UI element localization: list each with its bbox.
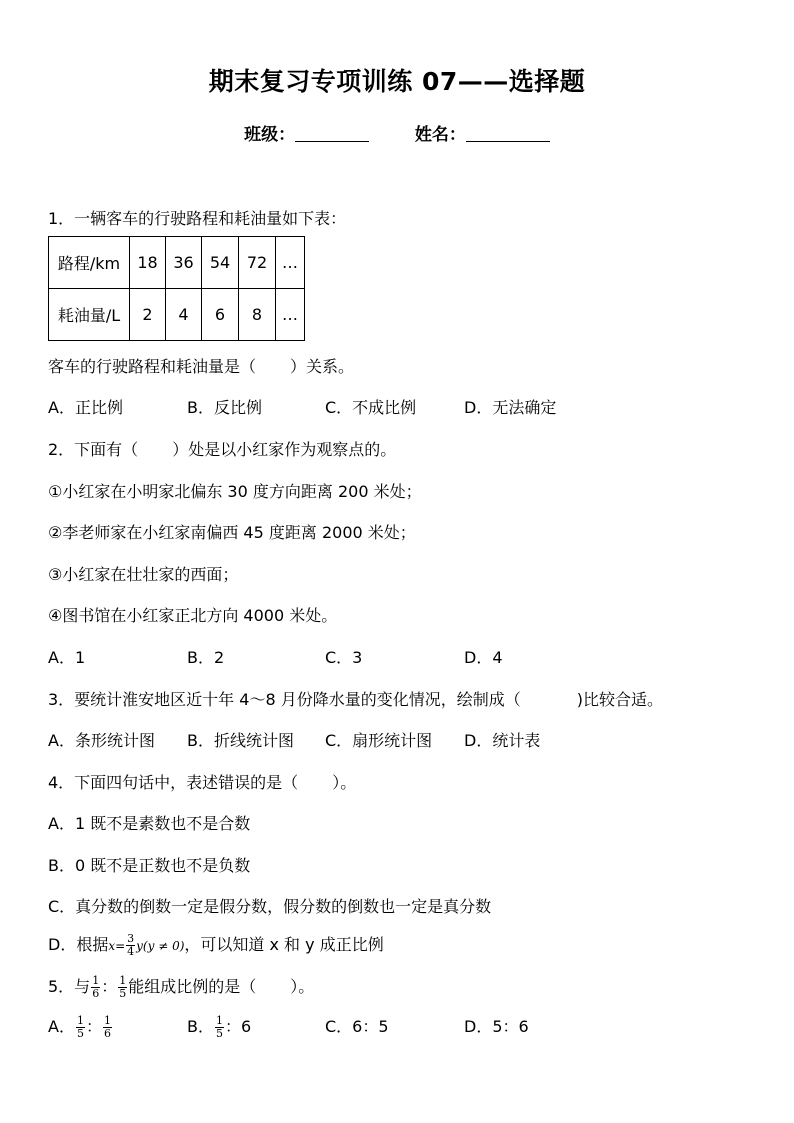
q5-option-b-text: ：6 [224, 1017, 252, 1036]
name-blank [466, 123, 550, 142]
table-cell: 72 [239, 237, 276, 289]
ratio-colon: ： [85, 1017, 102, 1036]
q1-option-d[interactable]: D．无法确定 [464, 398, 557, 417]
page-title: 期末复习专项训练 07——选择题 [208, 67, 586, 96]
q3-option-d[interactable]: D．统计表 [464, 731, 541, 750]
fraction-numerator: 1 [92, 974, 100, 987]
fraction-denominator: 6 [92, 987, 100, 1000]
q2-item: ②李老师家在小红家南偏西 45 度距离 2000 米处； [48, 523, 416, 542]
q3-stem-end: )比较合适。 [576, 690, 663, 709]
table-cell: 2 [130, 289, 166, 341]
fraction-denominator: 6 [103, 1027, 111, 1040]
q5-option-c[interactable]: C．6：5 [325, 1017, 389, 1036]
q2-item: ④图书馆在小红家正北方向 4000 米处。 [48, 606, 338, 625]
fraction-denominator: 5 [119, 987, 127, 1000]
q5-stem-mid: 能组成比例的是（ [128, 977, 257, 996]
fraction-numerator: 1 [215, 1014, 223, 1027]
q1-option-c[interactable]: C．不成比例 [325, 398, 417, 417]
q5-option-b[interactable] [187, 1014, 251, 1040]
table-cell: 54 [202, 237, 239, 289]
table-cell: 6 [202, 289, 239, 341]
q4-stem-end: ）。 [332, 773, 357, 792]
table-cell: 4 [166, 289, 202, 341]
q5-stem-text: 5．与 [48, 977, 91, 996]
ratio-colon: ： [101, 977, 118, 996]
q4-option-b[interactable]: B．0 既不是正数也不是负数 [48, 856, 251, 875]
q3-stem-text: 3．要统计淮安地区近十年 4～8 月份降水量的变化情况，绘制成（ [48, 690, 521, 709]
q5-stem-end: ）。 [290, 977, 315, 996]
q2-stem [48, 437, 396, 460]
formula-lhs: x= [108, 939, 126, 953]
table-row [49, 237, 305, 289]
fraction [91, 975, 100, 1000]
q2-stem-end: ）处是以小红家作为观察点的。 [172, 440, 397, 459]
student-info [0, 120, 794, 145]
q3-stem [48, 687, 663, 710]
q3-option-b[interactable]: B．折线统计图 [187, 731, 294, 750]
fraction [103, 1015, 112, 1040]
fraction [76, 1015, 85, 1040]
fraction-numerator: 1 [119, 974, 127, 987]
q4-option-d-text: ，可以知道 x 和 y 成正比例 [184, 935, 384, 954]
q1-stem: 1．一辆客车的行驶路程和耗油量如下表： [48, 209, 347, 228]
fraction-numerator: 1 [103, 1014, 111, 1027]
q1-option-a[interactable]: A．正比例 [48, 398, 123, 417]
q1-question-end: ）关系。 [290, 357, 355, 376]
q5-option-a[interactable] [48, 1014, 113, 1040]
table-cell: 耗油量/L [49, 289, 130, 341]
q3-option-a[interactable]: A．条形统计图 [48, 731, 155, 750]
fraction-numerator: 1 [76, 1014, 84, 1027]
q1-option-b[interactable]: B．反比例 [187, 398, 262, 417]
formula-rhs: y(y ≠ 0) [136, 939, 185, 953]
q4-option-a[interactable]: A．1 既不是素数也不是合数 [48, 814, 251, 833]
q1-question [48, 354, 354, 377]
table-cell: 36 [166, 237, 202, 289]
class-blank [295, 123, 369, 142]
table-cell: 8 [239, 289, 276, 341]
q2-option-b[interactable]: B．2 [187, 648, 225, 667]
q2-item: ①小红家在小明家北偏东 30 度方向距离 200 米处； [48, 482, 422, 501]
q3-option-c[interactable]: C．扇形统计图 [325, 731, 433, 750]
q2-stem-text: 2．下面有（ [48, 440, 139, 459]
q2-option-c[interactable]: C．3 [325, 648, 363, 667]
class-label: 班级： [244, 125, 296, 145]
fraction-denominator: 5 [76, 1027, 84, 1040]
table-row [49, 289, 305, 341]
table-cell: … [276, 237, 305, 289]
q2-item: ③小红家在壮壮家的西面； [48, 565, 239, 584]
table-cell: 路程/km [49, 237, 130, 289]
q4-stem [48, 770, 356, 793]
q1-question-text: 客车的行驶路程和耗油量是（ [48, 357, 257, 376]
fraction [215, 1015, 224, 1040]
q2-option-a[interactable]: A．1 [48, 648, 86, 667]
q4-option-d-label: D．根据 [48, 935, 109, 954]
q5-option-d[interactable]: D．5：6 [464, 1017, 529, 1036]
q5-option-b-label: B． [187, 1017, 214, 1036]
q5-option-a-label: A． [48, 1017, 75, 1036]
q1-table [48, 236, 305, 341]
q4-option-c[interactable]: C．真分数的倒数一定是假分数，假分数的倒数也一定是真分数 [48, 897, 492, 916]
fraction [126, 933, 135, 958]
q4-option-d[interactable] [48, 932, 384, 958]
fraction-denominator: 5 [215, 1027, 223, 1040]
fraction-denominator: 4 [127, 945, 135, 958]
q2-option-d[interactable]: D．4 [464, 648, 503, 667]
fraction-numerator: 3 [127, 932, 135, 945]
name-label: 姓名： [414, 125, 466, 145]
fraction [118, 975, 127, 1000]
table-cell: 18 [130, 237, 166, 289]
q5-stem [48, 974, 314, 1000]
q4-stem-text: 4．下面四句话中，表述错误的是（ [48, 773, 299, 792]
table-cell: … [276, 289, 305, 341]
